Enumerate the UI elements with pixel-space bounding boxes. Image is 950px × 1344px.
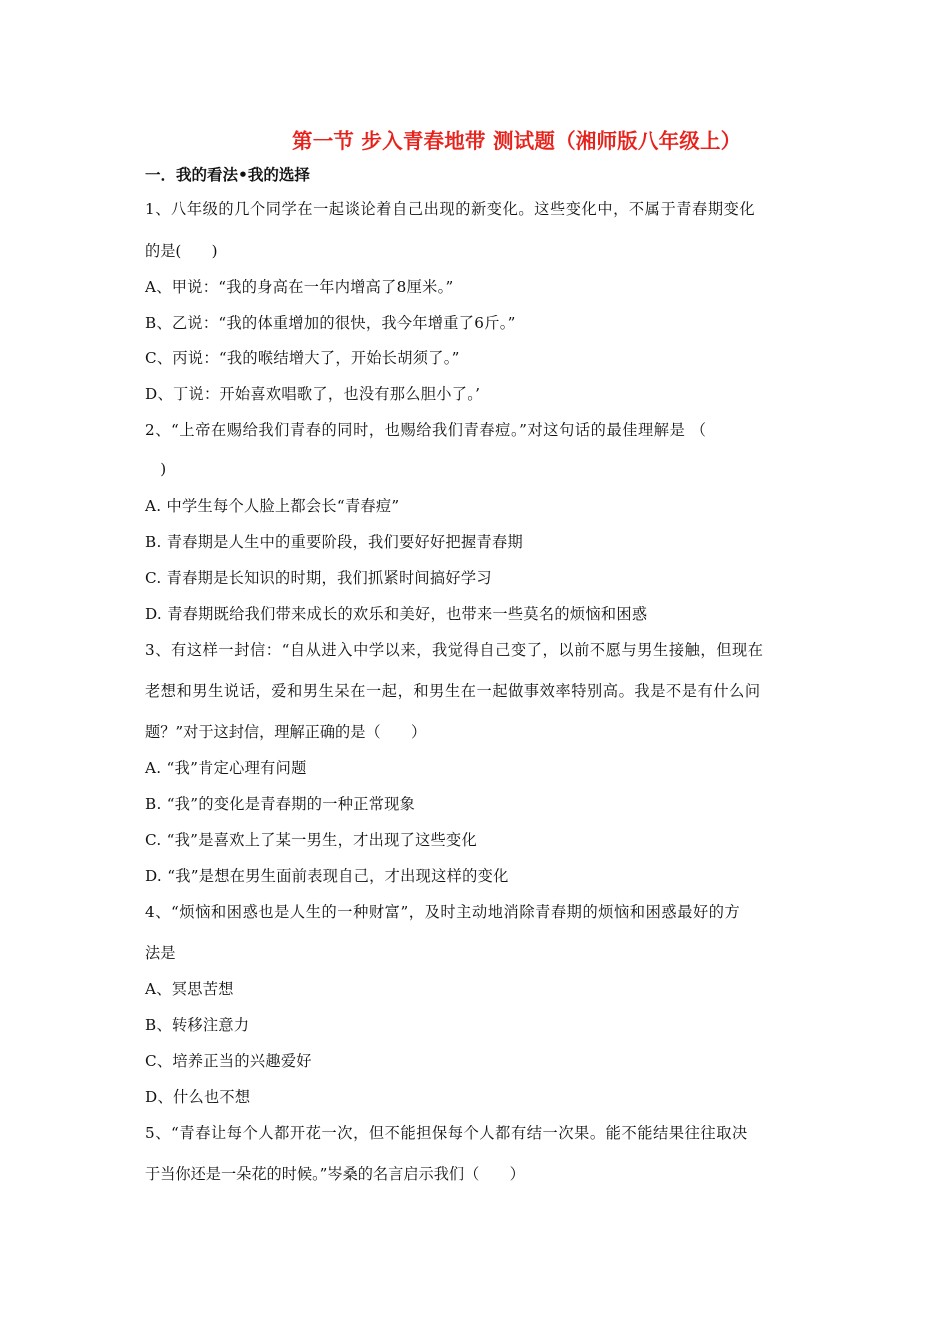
document-title: 第一节 步入青春地带 测试题（湘师版八年级上）: [292, 129, 742, 153]
question-1-line-2: 的是( ): [145, 242, 218, 260]
question-3-option-d: D. “我”是想在男生面前表现自己，才出现这样的变化: [145, 867, 509, 885]
question-4-option-c: C、培养正当的兴趣爱好: [145, 1052, 312, 1070]
question-3-line-1: 3、有这样一封信：“自从进入中学以来，我觉得自己变了，以前不愿与男生接触，但现在: [145, 641, 764, 659]
question-3-option-c: C. “我”是喜欢上了某一男生，才出现了这些变化: [145, 831, 478, 849]
question-3-line-2: 老想和男生说话，爱和男生呆在一起，和男生在一起做事效率特别高。我是不是有什么问: [145, 682, 761, 700]
question-2-line-1: 2、“上帝在赐给我们青春的同时，也赐给我们青春痘。”对这句话的最佳理解是 （: [145, 421, 707, 439]
section-heading: 一．我的看法•我的选择: [145, 166, 310, 184]
question-2-option-c: C. 青春期是长知识的时期，我们抓紧时间搞好学习: [145, 569, 492, 587]
question-1-option-c: C、丙说：“我的喉结增大了，开始长胡须了。”: [145, 349, 460, 367]
question-3-line-3: 题？”对于这封信，理解正确的是（ ）: [145, 723, 427, 741]
question-2-option-b: B. 青春期是人生中的重要阶段，我们要好好把握青春期: [145, 533, 523, 551]
question-4-line-2: 法是: [145, 944, 176, 962]
question-2-line-2: ): [145, 460, 167, 478]
question-1-option-b: B、乙说：“我的体重增加的很快，我今年增重了6斤。”: [145, 314, 516, 332]
question-4-line-1: 4、“烦恼和困惑也是人生的一种财富”，及时主动地消除青春期的烦恼和困惑最好的方: [145, 903, 741, 921]
question-4-option-d: D、什么也不想: [145, 1088, 251, 1106]
question-1-line-1: 1、八年级的几个同学在一起谈论着自己出现的新变化。这些变化中，不属于青春期变化: [145, 200, 756, 218]
question-1-option-a: A、甲说：“我的身高在一年内增高了8厘米。”: [145, 278, 454, 296]
question-2-option-d: D. 青春期既给我们带来成长的欢乐和美好，也带来一些莫名的烦恼和困惑: [145, 605, 648, 623]
question-1-option-d: D、丁说：开始喜欢唱歌了，也没有那么胆小了。’: [145, 385, 481, 403]
question-2-option-a: A. 中学生每个人脸上都会长“青春痘”: [145, 497, 400, 515]
question-3-option-b: B. “我”的变化是青春期的一种正常现象: [145, 795, 416, 813]
question-4-option-a: A、冥思苦想: [145, 980, 234, 998]
question-4-option-b: B、转移注意力: [145, 1016, 250, 1034]
question-3-option-a: A. “我”肯定心理有问题: [145, 759, 307, 777]
question-5-line-2: 于当你还是一朵花的时候。”岑桑的名言启示我们（ ）: [145, 1165, 525, 1183]
question-5-line-1: 5、“青春让每个人都开花一次，但不能担保每个人都有结一次果。能不能结果往往取决: [145, 1124, 748, 1142]
